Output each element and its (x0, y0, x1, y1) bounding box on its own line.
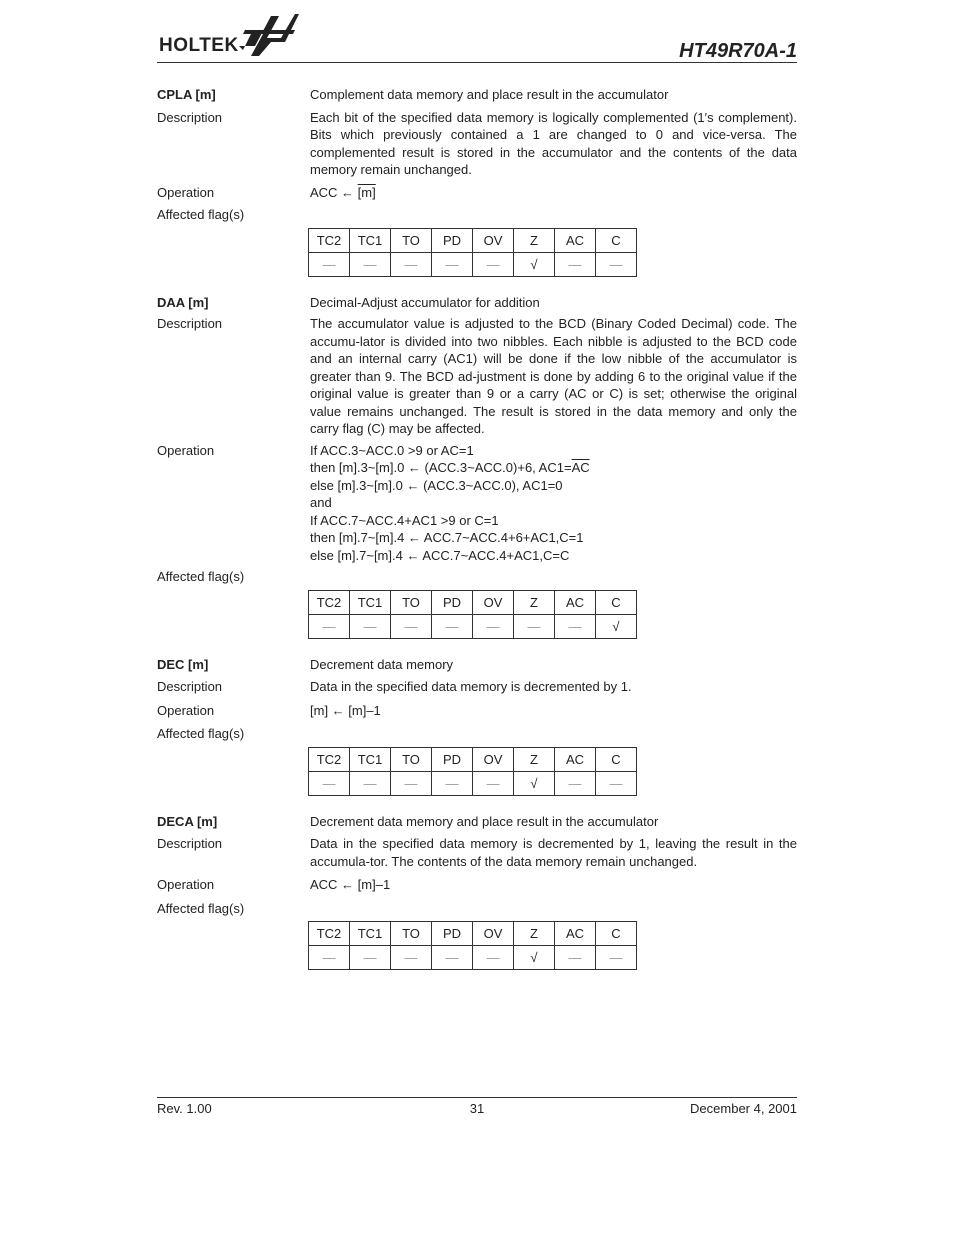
flag-header: PD (432, 747, 473, 771)
flags-table (308, 228, 637, 277)
flag-header: Z (514, 922, 555, 946)
flag-value: — (432, 614, 473, 638)
operation-line: else [m].7~[m].4 ← ACC.7~ACC.4+AC1,C=C (310, 547, 570, 563)
flag-value: — (473, 614, 514, 638)
flag-header: C (596, 747, 637, 771)
operation-line: If ACC.3~ACC.0 >9 or AC=1 (310, 442, 474, 458)
flag-value: — (473, 771, 514, 795)
instruction-name: DECA [m] (157, 813, 218, 829)
flag-value: — (391, 252, 432, 276)
flag-header: TO (391, 228, 432, 252)
flag-value: — (309, 771, 350, 795)
flags-table (308, 747, 637, 796)
flag-value: √ (514, 252, 555, 276)
flag-header: Z (514, 747, 555, 771)
flag-header: OV (473, 922, 514, 946)
instruction-summary: Decimal-Adjust accumulator for addition (310, 294, 540, 310)
holtek-logo-mark-icon (237, 12, 301, 58)
description-text: The accumulator value is adjusted to the BCD (Binary Coded Decimal) code. The accumu-lator is divided into two nibbles. Each nibble is adjusted to the BCD code and an internal carry (AC1) will be done if the low nibble of the accumulator is greater than 9. The BCD ad-justment is done by adding 6 to the original value if the original value is greater than 9 or a carry (AC or C) is set; otherwise the original value remains unchanged. The result is stored in the data memory and only the carry flag (C) may be affected. (310, 316, 797, 436)
flag-header: C (596, 922, 637, 946)
flag-header: TO (391, 747, 432, 771)
flag-value: — (555, 252, 596, 276)
instruction-summary: Complement data memory and place result in the accumulator (310, 87, 669, 102)
logo-text: HOLTEK (159, 35, 239, 56)
instruction-summary: Decrement data memory (310, 656, 454, 672)
description-text: Each bit of the specified data memory is logically complemented (1′s complement). Bits which previously contained a 1 are changed to 0 and vice-versa. The complemented result is stored in the accumulator and the contents of the data memory remain unchanged. (310, 109, 797, 177)
header-divider (157, 62, 797, 63)
holtek-logo (157, 12, 302, 62)
flag-value: — (432, 771, 473, 795)
affected-flags-label: Affected flag(s) (157, 569, 245, 584)
description-label: Description (157, 679, 223, 694)
flag-header: TC1 (350, 590, 391, 614)
operation-label: Operation (157, 877, 215, 892)
flag-header: TO (391, 922, 432, 946)
flag-value: — (555, 771, 596, 795)
affected-flags-label: Affected flag(s) (157, 207, 245, 222)
page-number: 31 (469, 1101, 485, 1116)
description-label: Description (157, 316, 223, 331)
operation-block (310, 442, 797, 565)
flag-header: PD (432, 922, 473, 946)
description-text: Data in the specified data memory is decremented by 1. (310, 679, 632, 694)
flag-value: — (391, 946, 432, 970)
flag-header: TO (391, 590, 432, 614)
flag-value: — (596, 771, 637, 795)
flag-header: Z (514, 228, 555, 252)
operation-label: Operation (157, 702, 215, 718)
description-label: Description (157, 109, 223, 125)
flag-value: — (350, 614, 391, 638)
instruction-name: DEC [m] (157, 656, 209, 672)
flag-value: — (596, 946, 637, 970)
operation-label: Operation (157, 442, 215, 458)
flag-header: AC (555, 228, 596, 252)
flag-value: — (514, 614, 555, 638)
footer-divider (157, 1097, 797, 1098)
operation-label: Operation (157, 184, 215, 200)
flag-header: OV (473, 228, 514, 252)
operation-line: then [m].3~[m].0 ← (ACC.3~ACC.0)+6, $AC1=\overline{AC}$ (310, 460, 590, 475)
flag-value: — (432, 252, 473, 276)
publication-date: December 4, 2001 (690, 1101, 797, 1116)
instruction-summary: Decrement data memory and place result in the accumulator (310, 813, 659, 829)
flag-header: AC (555, 590, 596, 614)
description-text: Data in the specified data memory is decremented by 1, leaving the result in the accumula-tor. The contents of the data memory remain unchanged. (310, 836, 797, 869)
flag-header: PD (432, 590, 473, 614)
flag-value: √ (514, 946, 555, 970)
flag-header: PD (432, 228, 473, 252)
flag-header: Z (514, 590, 555, 614)
flag-header: TC2 (309, 228, 350, 252)
flag-value: — (391, 771, 432, 795)
operation-line: then [m].7~[m].4 ← ACC.7~ACC.4+6+AC1,C=1 (310, 530, 584, 545)
instruction-daa (157, 294, 797, 639)
flag-value: — (391, 614, 432, 638)
operation-line: else [m].3~[m].0 ← (ACC.3~ACC.0), AC1=0 (310, 477, 563, 493)
flag-value: — (350, 946, 391, 970)
affected-flags-label: Affected flag(s) (157, 726, 245, 741)
revision-label: Rev. 1.00 (157, 1101, 212, 1116)
flag-value: — (555, 946, 596, 970)
description-label: Description (157, 836, 223, 851)
instruction-name: CPLA [m] (157, 87, 216, 102)
flag-value: — (473, 946, 514, 970)
flag-header: AC (555, 922, 596, 946)
flag-value: √ (514, 771, 555, 795)
instruction-cpla (157, 86, 797, 277)
flag-header: TC1 (350, 228, 391, 252)
flag-header: TC2 (309, 922, 350, 946)
flag-header: TC1 (350, 922, 391, 946)
affected-flags-label: Affected flag(s) (157, 900, 245, 916)
operation-line: If ACC.7~ACC.4+AC1 >9 or C=1 (310, 512, 499, 528)
flag-value: — (432, 946, 473, 970)
flag-value: — (350, 252, 391, 276)
flag-value: — (309, 252, 350, 276)
instruction-deca (157, 813, 797, 971)
operation-line: ACC ← [m]–1 (310, 877, 391, 892)
flag-header: C (596, 228, 637, 252)
flag-header: TC2 (309, 590, 350, 614)
flag-header: OV (473, 590, 514, 614)
document-title: HT49R70A-1 (679, 40, 797, 62)
flag-value: — (309, 614, 350, 638)
flag-header: TC2 (309, 747, 350, 771)
page-header (157, 12, 797, 62)
flag-value: — (555, 614, 596, 638)
flag-value: — (309, 946, 350, 970)
flags-table (308, 921, 637, 970)
flag-value: — (473, 252, 514, 276)
flag-value: — (350, 771, 391, 795)
flag-value: √ (596, 614, 637, 638)
instruction-dec (157, 656, 797, 796)
instruction-name: DAA [m] (157, 294, 209, 310)
operation-line: ACC ← [m] (310, 184, 376, 200)
flag-header: OV (473, 747, 514, 771)
operation-line: [m] ← [m]–1 (310, 702, 381, 718)
flag-header: TC1 (350, 747, 391, 771)
flag-header: AC (555, 747, 596, 771)
flags-table (308, 590, 637, 639)
operation-line: and (310, 495, 332, 510)
flag-value: — (596, 252, 637, 276)
flag-header: C (596, 590, 637, 614)
instruction-list (157, 80, 797, 970)
